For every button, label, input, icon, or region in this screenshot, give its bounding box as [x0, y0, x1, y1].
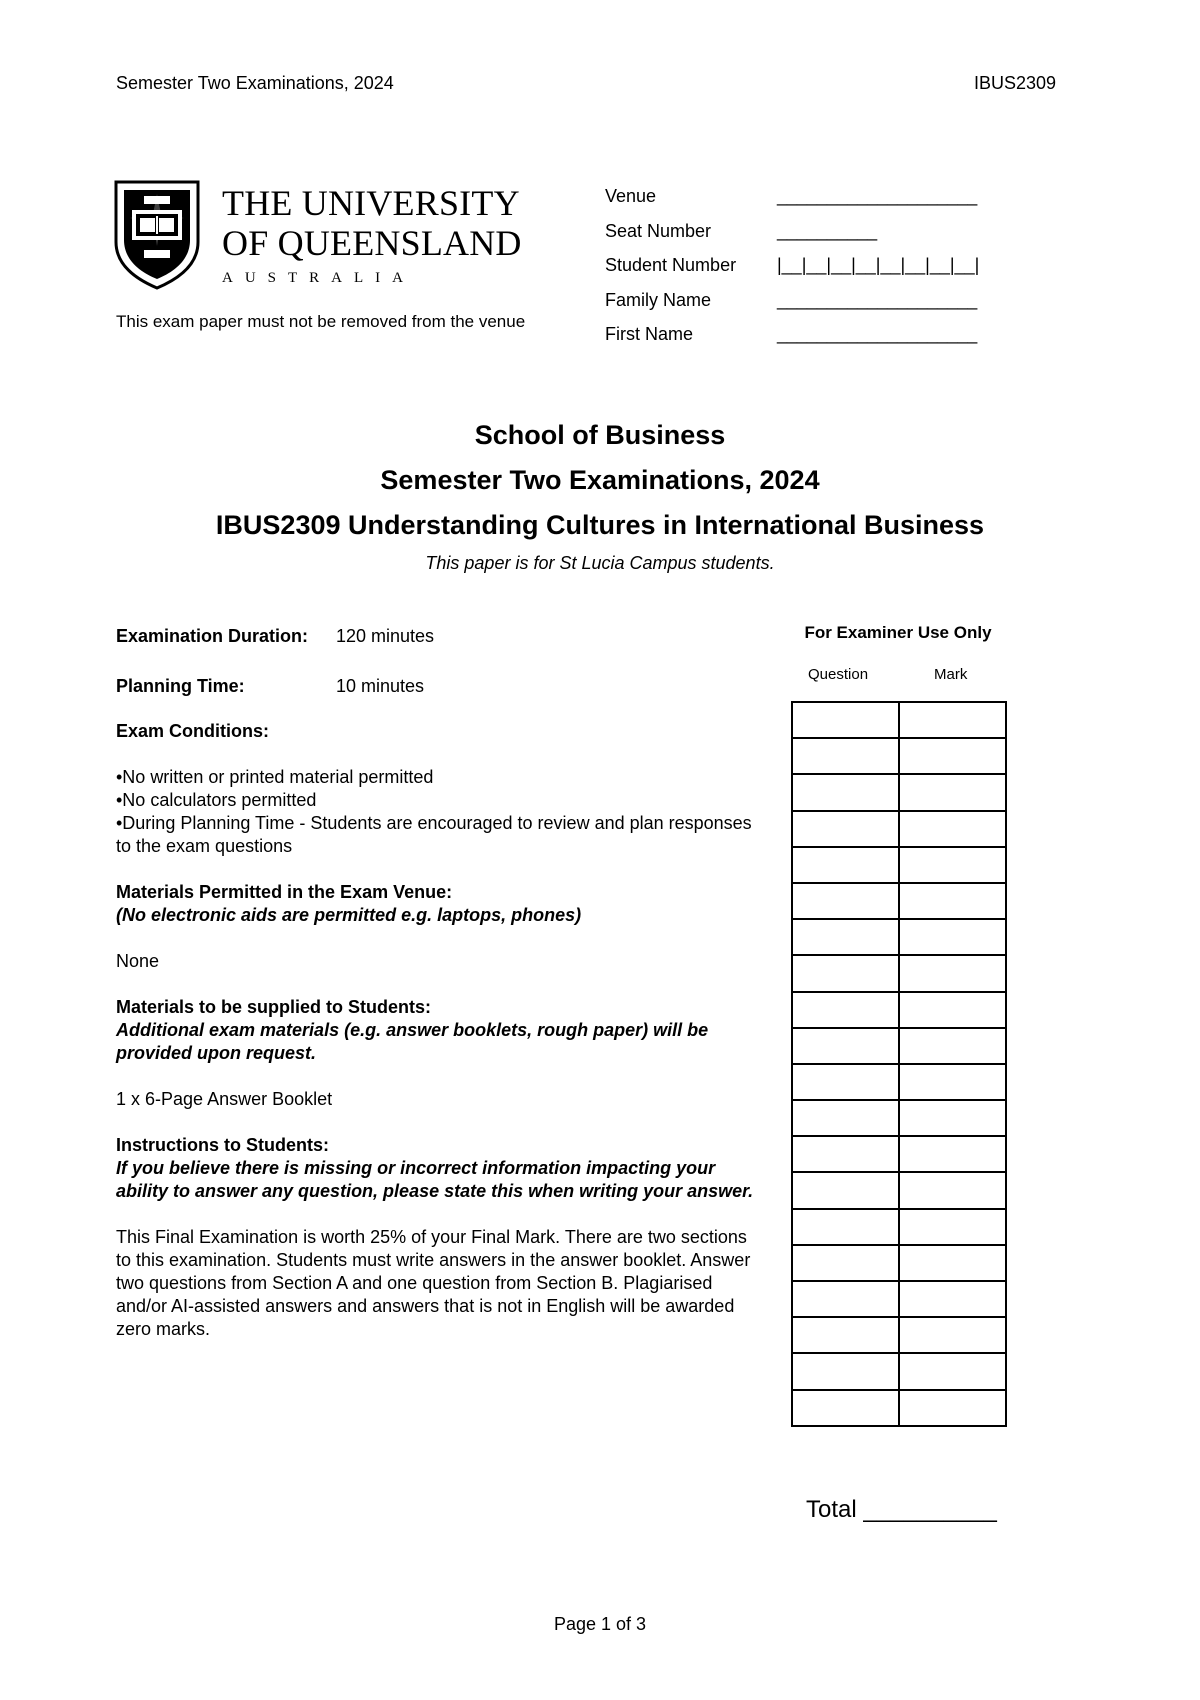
examiner-mark-table — [791, 701, 1007, 1427]
condition-item: •No written or printed material permitted — [116, 767, 434, 787]
duration-value: 120 minutes — [336, 626, 435, 646]
question-cell — [792, 738, 899, 774]
mark-table-row — [792, 847, 1006, 883]
mark-table-row — [792, 1136, 1006, 1172]
mark-table-row — [792, 1209, 1006, 1245]
mark-table-row — [792, 1281, 1006, 1317]
materials-heading: Materials Permitted in the Exam Venue: — [116, 882, 453, 902]
mark-table-row — [792, 1064, 1006, 1100]
planning-value: 10 minutes — [336, 676, 425, 696]
exam-details — [116, 625, 766, 1341]
planning-label: Planning Time: — [116, 676, 245, 696]
supplied-heading: Materials to be supplied to Students: — [116, 997, 432, 1017]
duration-label: Examination Duration: — [116, 626, 309, 646]
info-value: ____________________ — [777, 186, 978, 206]
info-label: Seat Number — [605, 220, 712, 241]
exam-titles — [0, 420, 1200, 574]
university-logo — [114, 180, 524, 290]
supplied-note: Additional exam materials (e.g. answer booklets, rough paper) will be provided upon request. — [116, 1020, 709, 1063]
supplied-value: 1 x 6-Page Answer Booklet — [116, 1089, 333, 1109]
mark-table-row — [792, 1172, 1006, 1208]
question-cell — [792, 883, 899, 919]
mark-cell — [899, 702, 1006, 738]
mark-table-row — [792, 1100, 1006, 1136]
condition-item: •No calculators permitted — [116, 790, 317, 810]
mark-cell — [899, 811, 1006, 847]
university-name-line1: THE UNIVERSITY — [222, 183, 520, 223]
question-cell — [792, 1136, 899, 1172]
removal-notice: This exam paper must not be removed from the venue — [116, 312, 526, 331]
materials-value: None — [116, 951, 160, 971]
mark-table-row — [792, 1317, 1006, 1353]
examiner-use-title: For Examiner Use Only — [804, 623, 992, 642]
question-cell — [792, 1353, 899, 1389]
running-header-left: Semester Two Examinations, 2024 — [116, 73, 394, 93]
mark-cell — [899, 1245, 1006, 1281]
duration-row — [116, 625, 766, 648]
question-cell — [792, 847, 899, 883]
instructions-heading: Instructions to Students: — [116, 1135, 329, 1155]
mark-table-row — [792, 1028, 1006, 1064]
university-name-line3: AUSTRALIA — [222, 270, 415, 286]
mark-column-header: Mark — [934, 666, 968, 683]
question-cell — [792, 811, 899, 847]
mark-cell — [899, 1281, 1006, 1317]
mark-table-row — [792, 1353, 1006, 1389]
info-value: ____________________ — [777, 324, 978, 344]
info-label: Venue — [605, 186, 657, 206]
course-title: IBUS2309 Understanding Cultures in International Business — [215, 510, 985, 540]
planning-row — [116, 675, 766, 698]
mark-table-row — [792, 738, 1006, 774]
mark-table-row — [792, 1390, 1006, 1426]
info-value: __________ — [777, 220, 878, 241]
mark-table-row — [792, 1245, 1006, 1281]
campus-note: This paper is for St Lucia Campus students. — [425, 553, 775, 573]
info-value: ____________________ — [777, 289, 978, 310]
mark-cell — [899, 992, 1006, 1028]
mark-table-row — [792, 992, 1006, 1028]
mark-table-row — [792, 774, 1006, 810]
school-title: School of Business — [474, 420, 726, 450]
instructions-text: This Final Examination is worth 25% of your Final Mark. There are two sections to this examination. Students must write answers in the answer booklet. Answer two questions from Section A and one question from Section B. Plagiarised and/or AI-assisted answers and answers that is not in English will be awarded zero marks. — [116, 1227, 751, 1339]
mark-cell — [899, 1100, 1006, 1136]
question-cell — [792, 774, 899, 810]
question-cell — [792, 1028, 899, 1064]
mark-cell — [899, 1353, 1006, 1389]
mark-table-row — [792, 919, 1006, 955]
question-cell — [792, 1209, 899, 1245]
question-cell — [792, 992, 899, 1028]
question-cell — [792, 1317, 899, 1353]
mark-cell — [899, 1390, 1006, 1426]
mark-table-row — [792, 811, 1006, 847]
info-label: First Name — [605, 324, 694, 344]
conditions-heading: Exam Conditions: — [116, 721, 270, 741]
mark-table-row — [792, 955, 1006, 991]
mark-cell — [899, 1064, 1006, 1100]
info-label: Student Number — [605, 255, 737, 275]
info-label: Family Name — [605, 289, 712, 310]
condition-item: •During Planning Time - Students are encouraged to review and plan responses to the exam questions — [116, 813, 752, 856]
total-field: Total __________ — [806, 1496, 997, 1523]
mark-cell — [899, 774, 1006, 810]
question-cell — [792, 1100, 899, 1136]
mark-cell — [899, 847, 1006, 883]
question-cell — [792, 1245, 899, 1281]
mark-cell — [899, 1028, 1006, 1064]
mark-cell — [899, 1136, 1006, 1172]
mark-cell — [899, 738, 1006, 774]
mark-table-row — [792, 702, 1006, 738]
university-name-line2: OF QUEENSLAND — [222, 223, 522, 263]
question-cell — [792, 702, 899, 738]
mark-cell — [899, 1209, 1006, 1245]
question-cell — [792, 1172, 899, 1208]
mark-cell — [899, 883, 1006, 919]
page-number: Page 1 of 3 — [553, 1614, 647, 1634]
info-value: |__|__|__|__|__|__|__|__| — [777, 255, 980, 275]
question-cell — [792, 1281, 899, 1317]
university-crest-icon — [114, 180, 200, 290]
question-cell — [792, 955, 899, 991]
mark-cell — [899, 955, 1006, 991]
mark-table-row — [792, 883, 1006, 919]
instructions-note: If you believe there is missing or incorrect information impacting your ability to answer any question, please state this when writing your answer. — [116, 1158, 754, 1201]
materials-note: (No electronic aids are permitted e.g. laptops, phones) — [116, 905, 582, 925]
question-cell — [792, 919, 899, 955]
exam-title: Semester Two Examinations, 2024 — [380, 465, 820, 495]
question-cell — [792, 1390, 899, 1426]
question-column-header: Question — [808, 666, 869, 683]
mark-cell — [899, 1317, 1006, 1353]
running-header-right: IBUS2309 — [973, 73, 1056, 93]
question-cell — [792, 1064, 899, 1100]
mark-cell — [899, 1172, 1006, 1208]
mark-cell — [899, 919, 1006, 955]
